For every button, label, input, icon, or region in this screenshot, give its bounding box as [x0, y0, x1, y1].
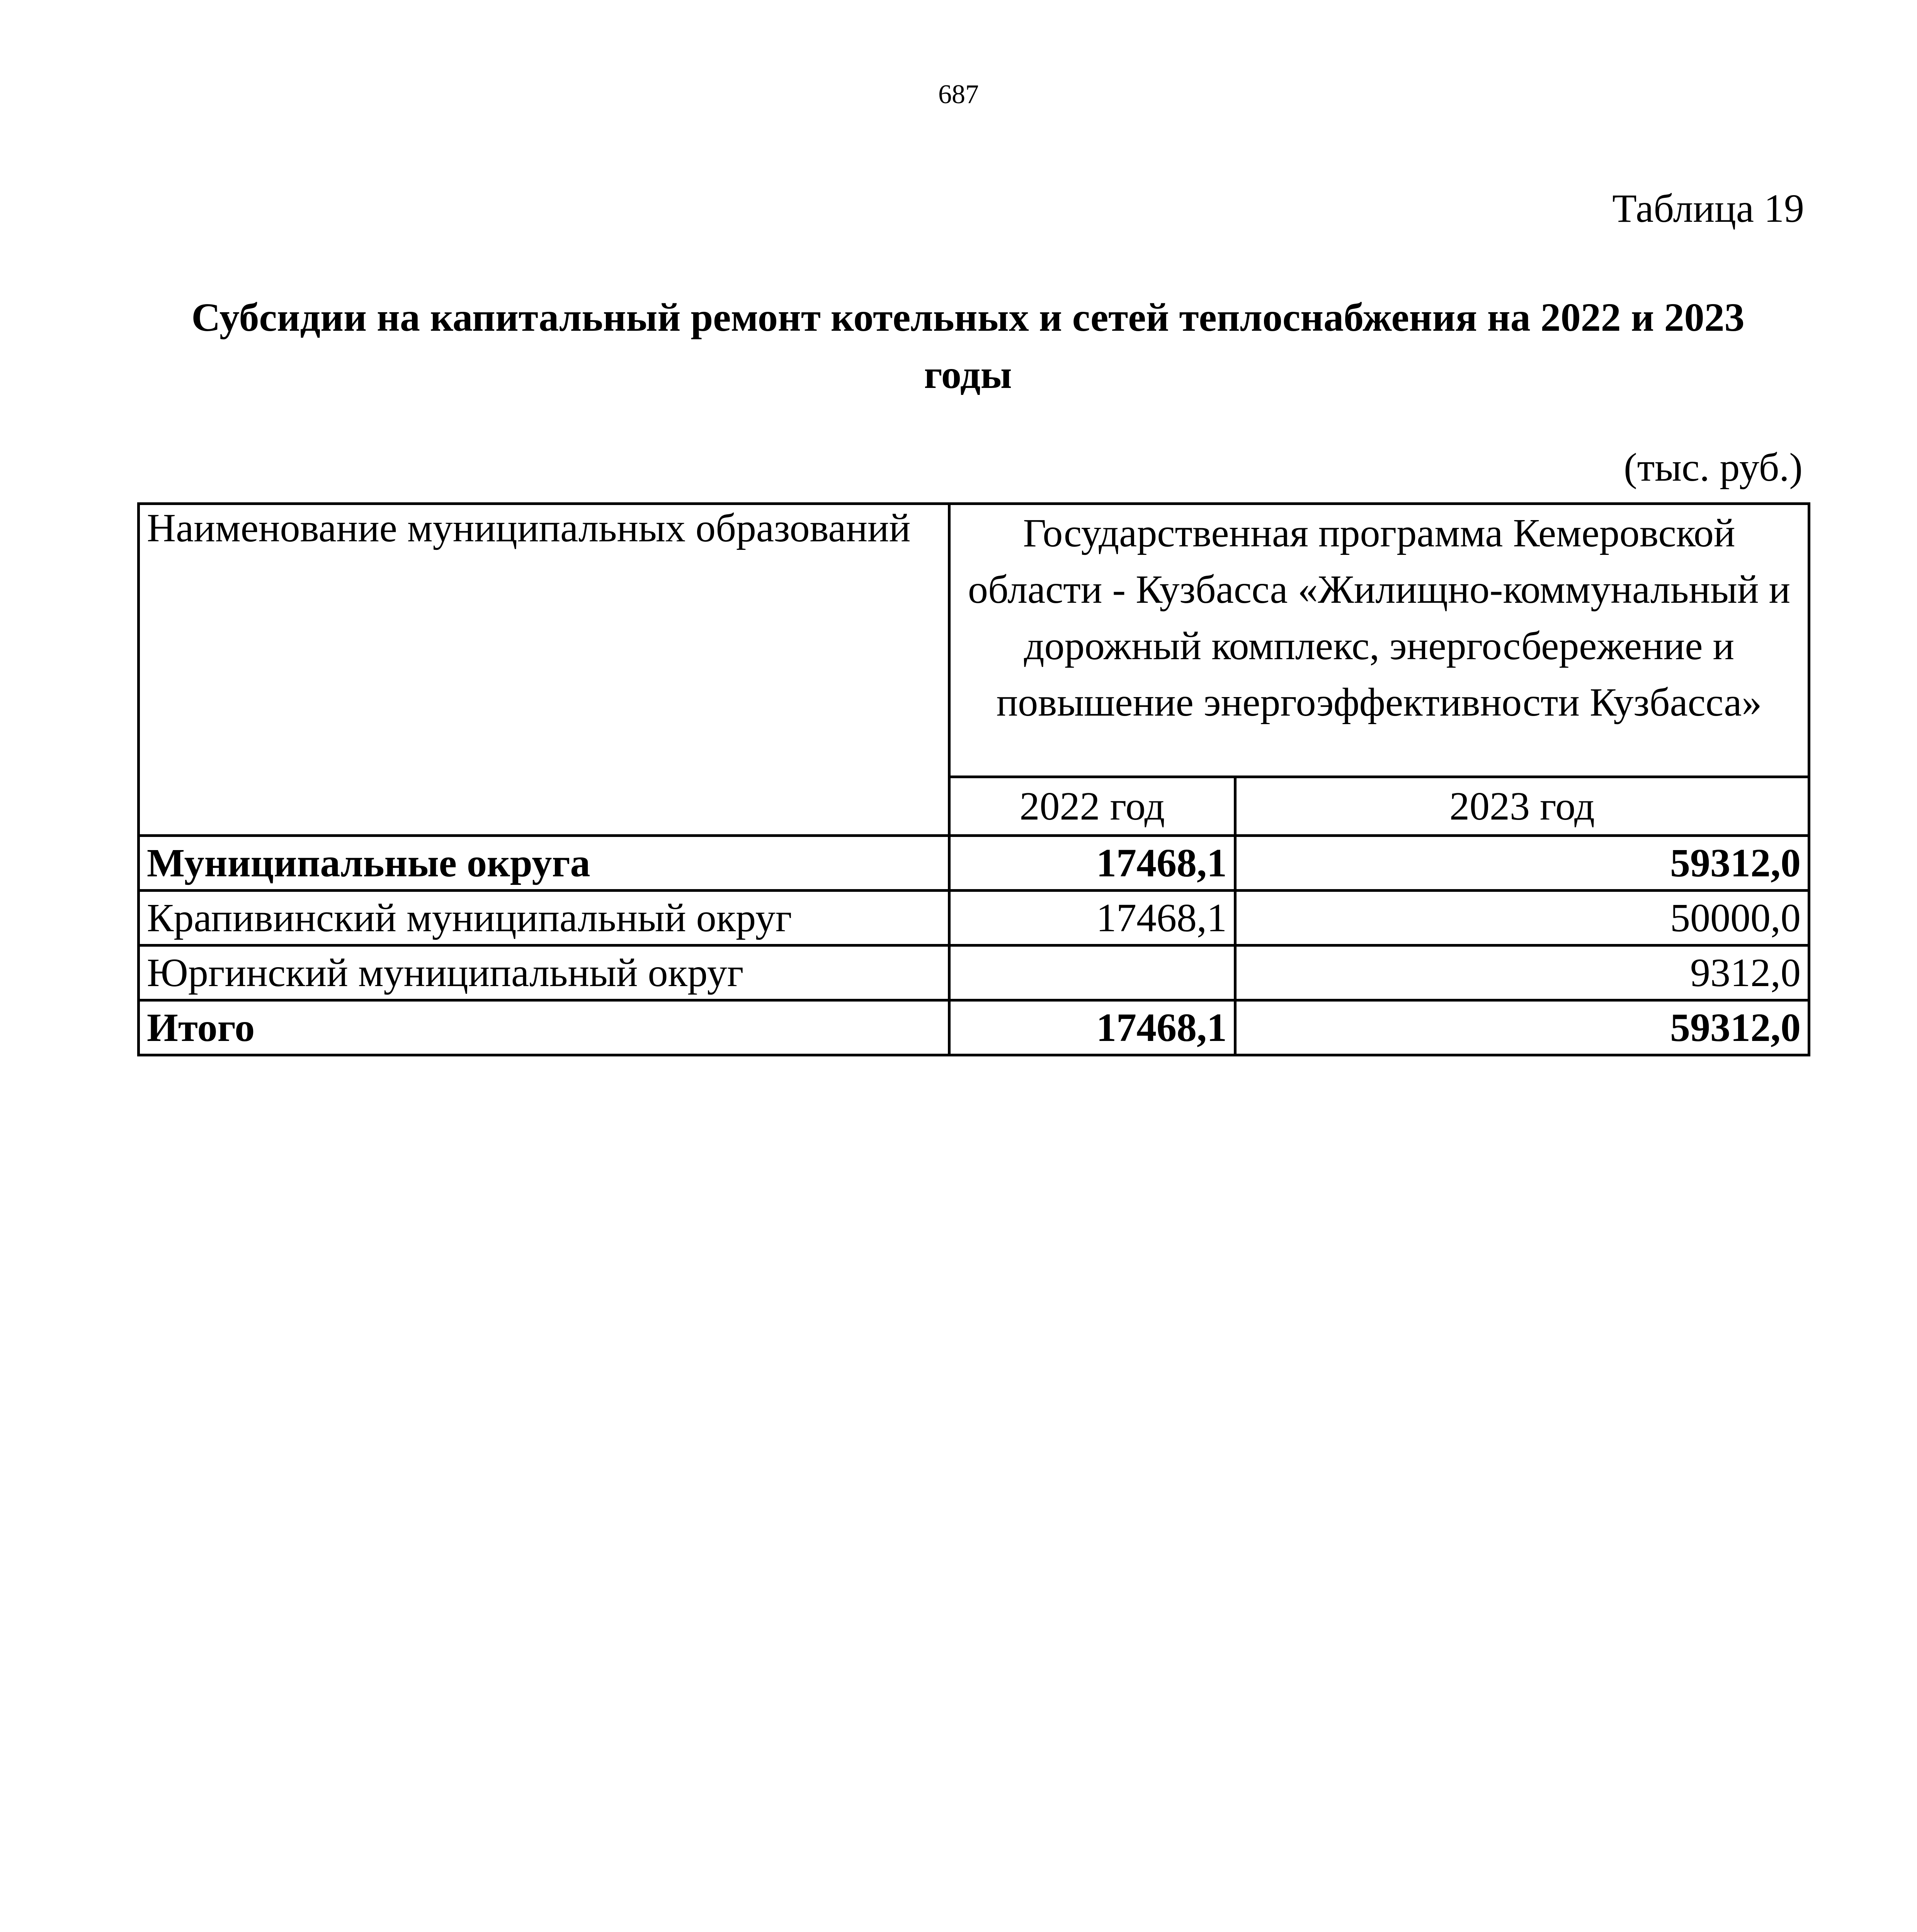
row-value-2022: 17468,1 [949, 891, 1235, 946]
header-year-2022: 2022 год [949, 777, 1235, 836]
document-title: Субсидии на капитальный ремонт котельных и сетей теплоснабжения на 2022 и 2023 годы [191, 295, 1745, 397]
row-value-2022 [949, 946, 1235, 1000]
row-value-2022: 17468,1 [949, 1000, 1235, 1055]
header-municipality-name: Наименование муниципальных образований [139, 504, 949, 836]
table-row-krapivinsky [139, 891, 1809, 946]
table-row-yurginsky [139, 946, 1809, 1000]
header-state-program: Государственная программа Кемеровской области - Кузбасса «Жилищно-коммунальный и дорожный комплекс, энергосбережение и повышение энергоэффективности Кузбасса» [949, 504, 1809, 777]
subsidies-table [137, 502, 1810, 1056]
table-row-total [139, 1000, 1809, 1055]
row-value-2022: 17468,1 [949, 836, 1235, 891]
header-year-2023: 2023 год [1235, 777, 1809, 836]
row-name: Крапивинский муниципальный округ [139, 891, 949, 946]
page-number: 687 [938, 80, 979, 109]
units-label: (тыс. руб.) [1624, 445, 1803, 490]
row-value-2023: 59312,0 [1235, 836, 1809, 891]
row-name: Итого [139, 1000, 949, 1055]
row-value-2023: 9312,0 [1235, 946, 1809, 1000]
row-name: Муниципальные округа [139, 836, 949, 891]
row-value-2023: 50000,0 [1235, 891, 1809, 946]
table-label: Таблица 19 [1612, 186, 1804, 231]
table-row-municipal-districts [139, 836, 1809, 891]
row-name: Юргинский муниципальный округ [139, 946, 949, 1000]
row-value-2023: 59312,0 [1235, 1000, 1809, 1055]
